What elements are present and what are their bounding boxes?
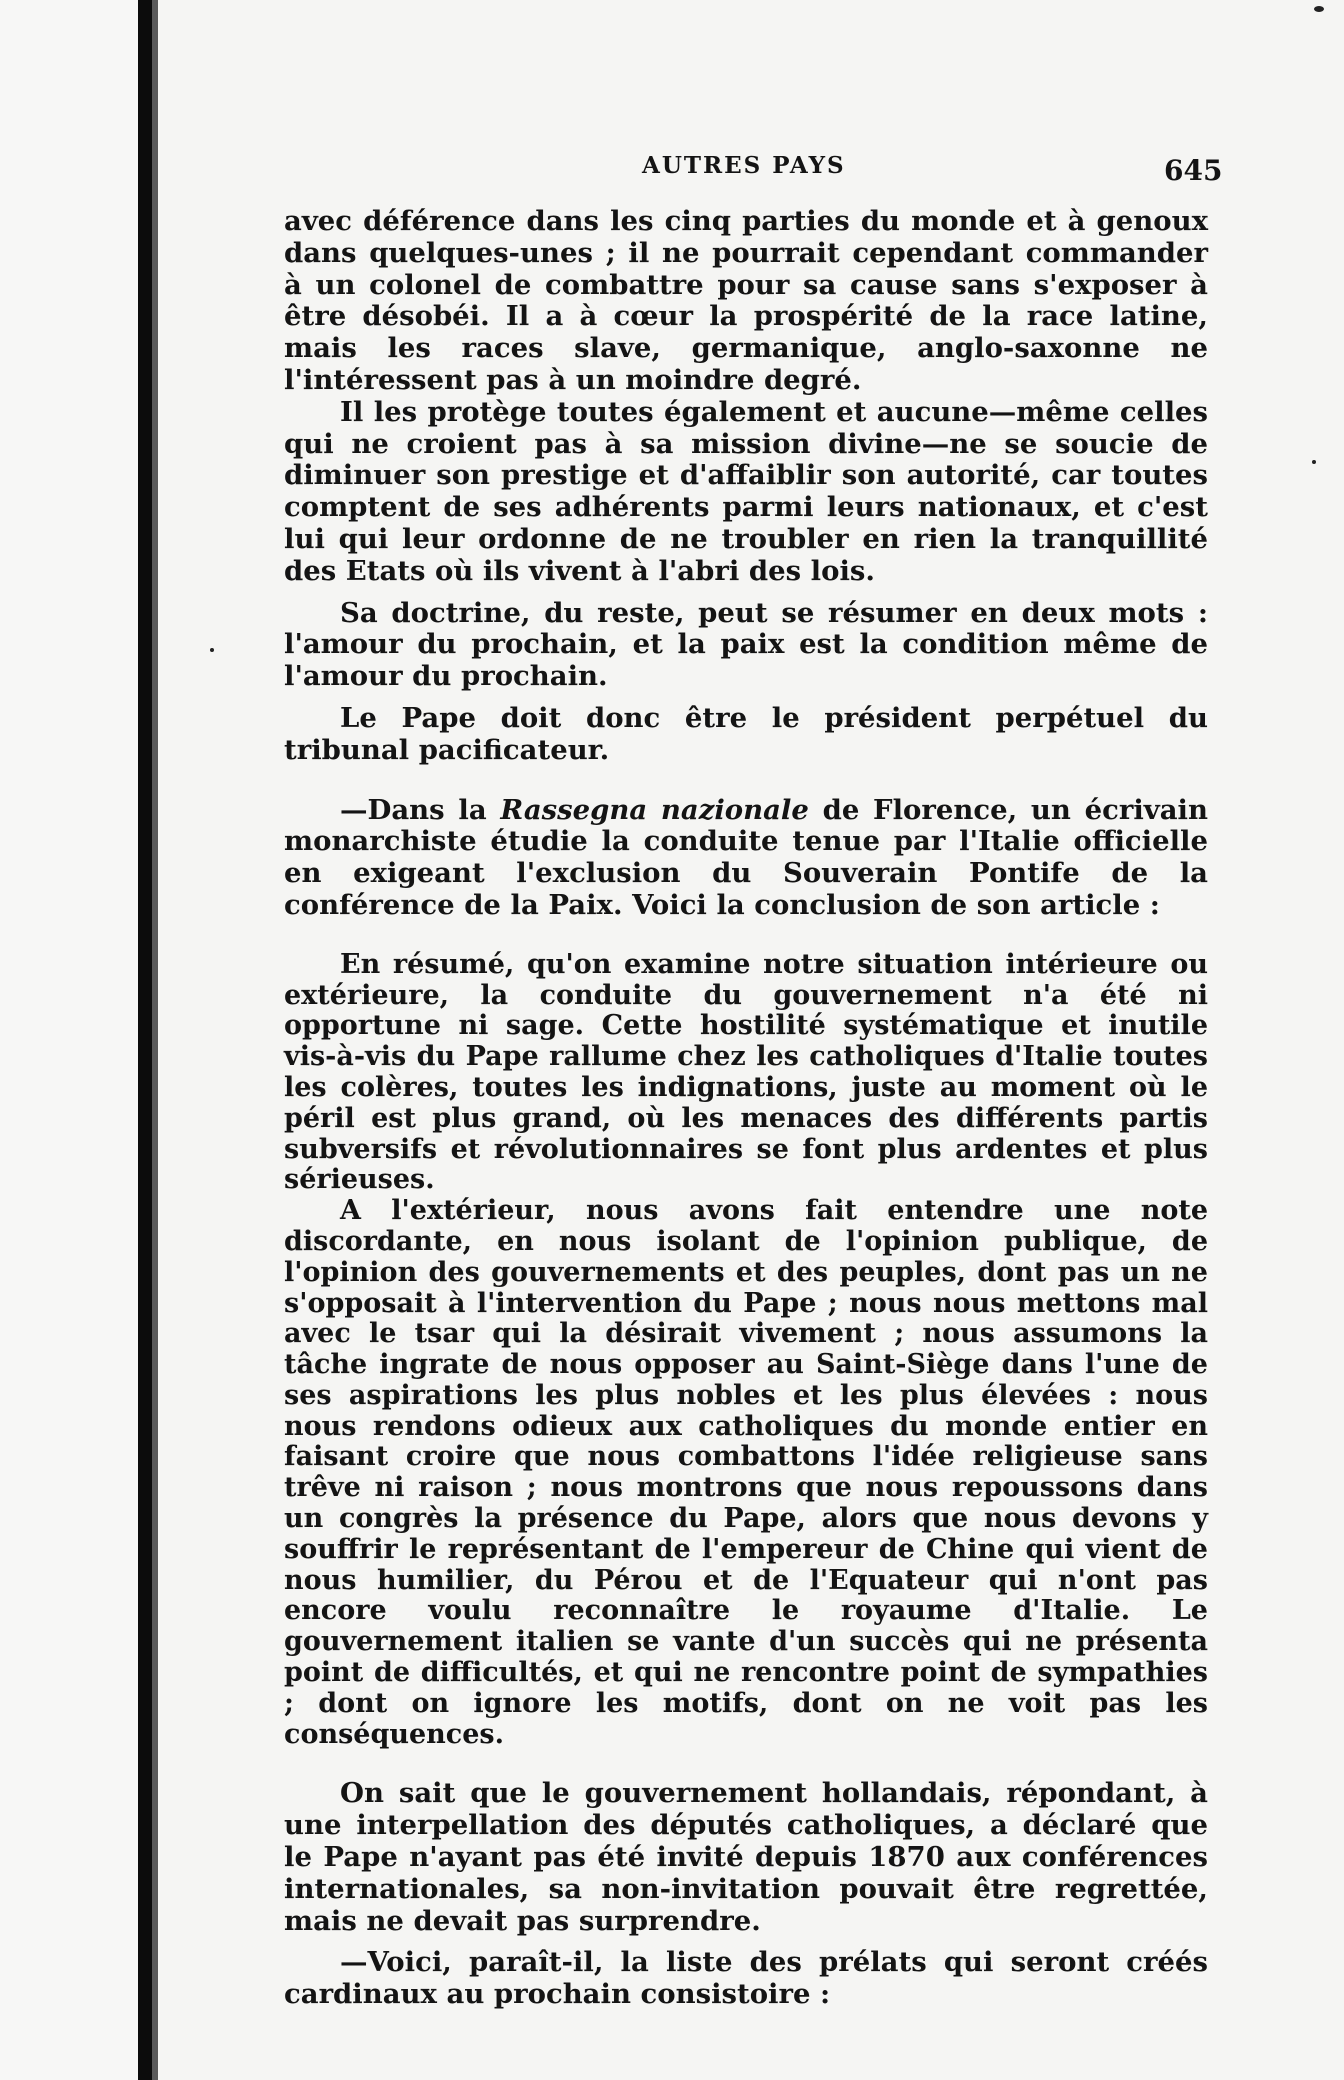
quoted-paragraph: A l'extérieur, nous avons fait entendre une note discordante, en nous isolant de l'opinion publique, de l'opinion des gouvernements et des peuples, dont pas un ne s'opposait à l'intervention du Pape ; nous nous mettons mal avec le tsar qui la désirait vivement ; nous assumons la tâche ingrate de nous opposer au Saint-Siège dans l'une de ses aspirations les plus nobles et les plus élevées : nous nous rendons odieux aux catholiques du monde entier en faisant croire que nous combattons l'idée religieuse sans trêve ni raison ; nous montrons que nous repoussons dans un congrès la présence du Pape, alors que nous devons y souffrir le représentant de l'empereur de Chine qui vient de nous humilier, du Pérou et de l'Equateur qui n'ont pas encore voulu reconnaître le royaume d'Italie. Le gouvernement italien se vante d'un succès qui ne présenta point de difficultés, et qui ne rencontre point de sympathies ; dont on ignore les motifs, dont on ne voit pas les conséquences. [284,1195,1208,1750]
article-body [284,206,1208,2011]
book-binding-edge [138,0,152,2080]
running-head: AUTRES PAYS [642,152,846,179]
paragraph: —Voici, paraît-il, la liste des prélats qui seront créés cardinaux au prochain consistoire : [284,1946,1208,2011]
page-number: 645 [1164,154,1223,187]
paragraph [284,795,1208,922]
paragraph: Sa doctrine, du reste, peut se résumer en deux mots : l'amour du prochain, et la paix est la condition même de l'amour du prochain. [284,596,1208,693]
publication-title: Rassegna nazionale [500,793,809,826]
paragraph-text: —Dans la [340,793,501,826]
ink-speck [1314,6,1324,12]
ink-speck [1312,460,1316,464]
ink-speck [210,648,214,652]
quoted-paragraph: En résumé, qu'on examine notre situation intérieure ou extérieure, la conduite du gouvernement n'a été ni opportune ni sage. Cette hostilité systématique et inutile vis-à-vis du Pape rallume chez les catholiques d'Italie toutes les colères, toutes les indignations, juste au moment où le péril est plus grand, où les menaces des différents partis subversifs et révolutionnaires se font plus ardentes et plus sérieuses. [284,948,1208,1196]
paragraph-text: de Florence, un écrivain monarchiste étudie la conduite tenue par l'Italie officielle en exigeant l'exclusion du Souverain Pontife de la conférence de la Paix. Voici la conclusion de son article : [284,793,1209,921]
paragraph: Le Pape doit donc être le président perpétuel du tribunal pacificateur. [284,701,1208,766]
left-page-margin [0,0,140,2080]
paragraph: Il les protège toutes également et aucune—même celles qui ne croient pas à sa mission divine—ne se soucie de diminuer son prestige et d'affaiblir son autorité, car toutes comptent de ses adhérents parmi leurs nationaux, et c'est lui qui leur ordonne de ne troubler en rien la tranquillité des Etats où ils vivent à l'abri des lois. [284,395,1208,587]
paragraph: On sait que le gouvernement hollandais, répondant, à une interpellation des députés catholiques, a déclaré que le Pape n'ayant pas été invité depuis 1870 aux conférences internationales, sa non-invitation pouvait être regrettée, mais ne devait pas surprendre. [284,1777,1208,1937]
paragraph: avec déférence dans les cinq parties du monde et à genoux dans quelques-unes ; il ne pourrait cependant commander à un colonel de combattre pour sa cause sans s'exposer à être désobéi. Il a à cœur la prospérité de la race latine, mais les races slave, germanique, anglo-saxonne ne l'intéressent pas à un moindre degré. [284,205,1208,396]
